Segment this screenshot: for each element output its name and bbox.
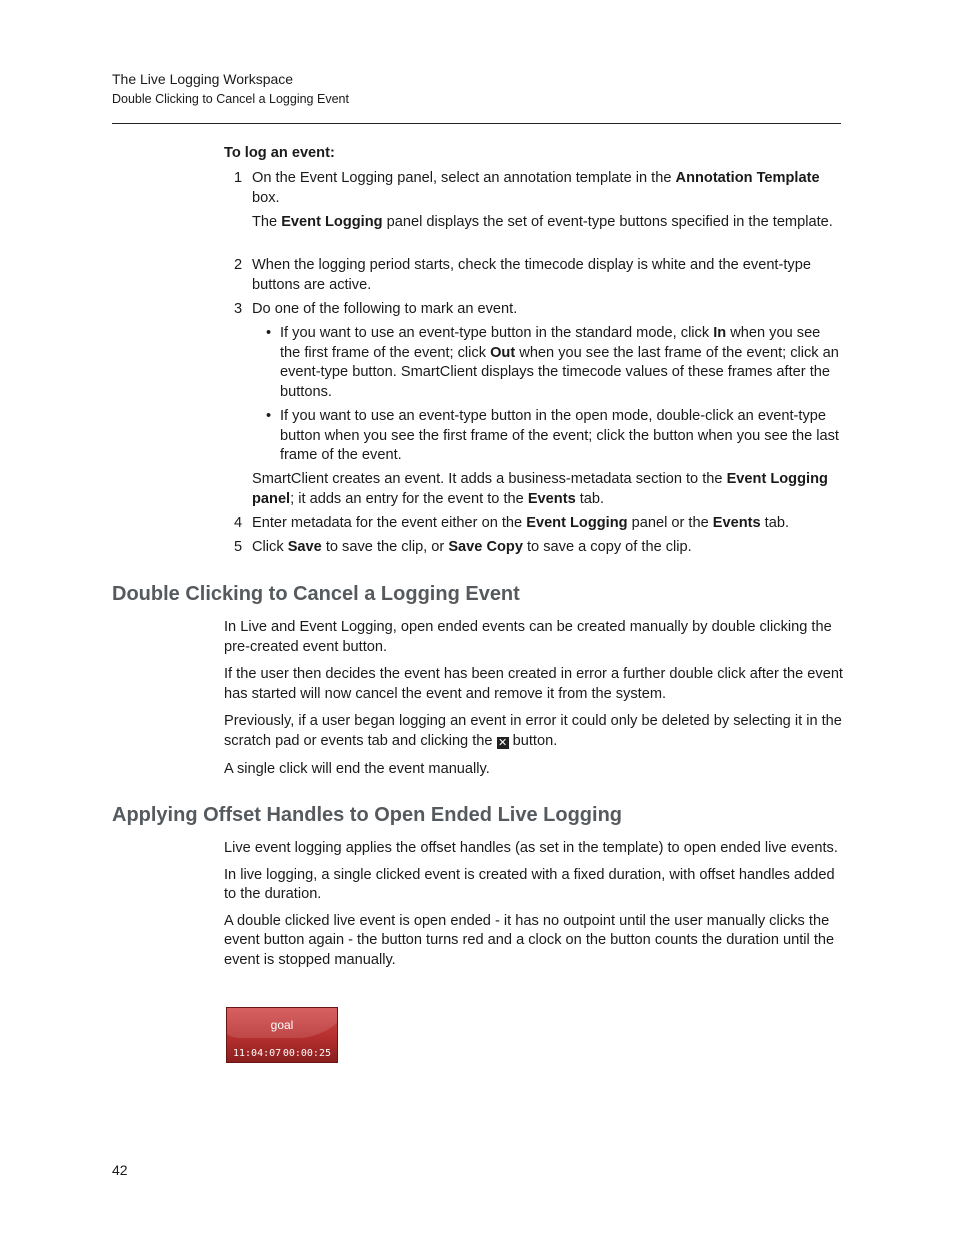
section-1-body [224,618,844,779]
event-button-label: goal [270,1018,294,1032]
step-number: 5 [234,539,243,555]
paragraph: A single click will end the event manually. [224,760,490,777]
event-timecode: 11:04:07 [233,1048,282,1059]
running-header-subtitle: Double Clicking to Cancel a Logging Event [112,92,349,106]
page-number: 42 [112,1162,128,1178]
procedure-title: To log an event: [224,145,335,161]
step-text: On the Event Logging panel, select an annotation template in the Annotation Template box. [252,170,820,206]
section-heading-offset-handles: Applying Offset Handles to Open Ended Live Logging [112,804,623,826]
step-number: 1 [234,170,243,186]
paragraph: In Live and Event Logging, open ended events can be created manually by double clicking the pre-created event button. [224,619,832,655]
section-heading-cancel-event: Double Clicking to Cancel a Logging Event [112,583,520,605]
step-number: 3 [234,301,243,317]
paragraph: Live event logging applies the offset handles (as set in the template) to open ended live events. [224,840,838,856]
paragraph: A double clicked live event is open ended - it has no outpoint until the user manually clicks the event button again - the button turns red and a clock on the button counts the duration until the event is stopped manually. [224,912,835,968]
section-2-body [224,839,844,971]
step-number: 4 [234,515,243,531]
running-header-title: The Live Logging Workspace [112,71,294,87]
delete-icon: ✕ [497,736,508,749]
event-duration-clock: 00:00:25 [282,1048,331,1059]
header-rule [112,123,841,124]
paragraph: If the user then decides the event has been created in error a further double click after the event has started will now cancel the event and remove it from the system. [224,666,843,702]
paragraph: Previously, if a user began logging an event in error it could only be deleted by selecting it in the scratch pad or events tab and clicking the ✕ button. [224,713,842,749]
paragraph: In live logging, a single clicked event is created with a fixed duration, with offset handles added to the duration. [224,866,835,903]
goal-event-button[interactable] [226,1007,338,1063]
step-number: 2 [234,257,243,273]
bullet-icon: • [266,325,272,341]
bullet-icon: • [266,408,272,424]
